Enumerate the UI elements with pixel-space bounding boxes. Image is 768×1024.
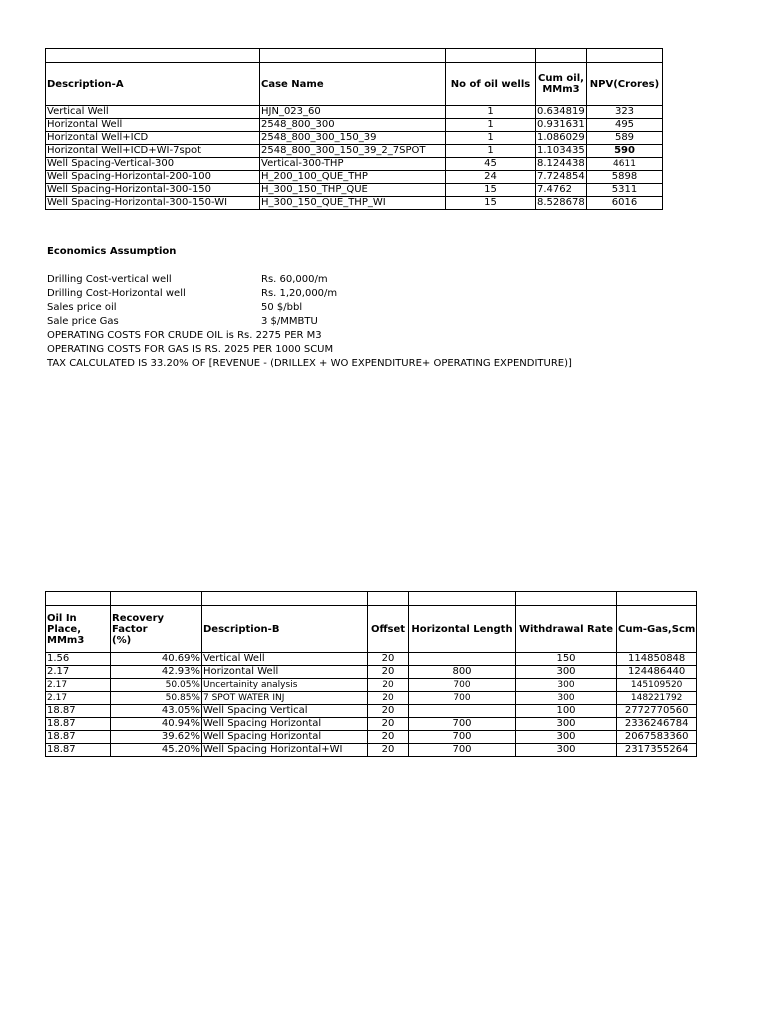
header-case-name: Case Name	[260, 63, 446, 106]
cell-withdrawal-rate: 300	[516, 731, 617, 744]
cell-npv: 590	[587, 145, 663, 158]
cell-wells: 1	[446, 145, 536, 158]
cell-oil-in-place: 2.17	[46, 692, 111, 705]
cell-recovery-factor: 50.85%	[111, 692, 202, 705]
cell-horizontal-length: 800	[409, 666, 516, 679]
cell-npv: 5898	[587, 171, 663, 184]
cell-withdrawal-rate: 100	[516, 705, 617, 718]
cell-case-name: 2548_800_300_150_39_2_7SPOT	[260, 145, 446, 158]
assumption-value: 3 $/MMBTU	[261, 316, 318, 327]
cell-oil-in-place: 18.87	[46, 731, 111, 744]
cell-description: Vertical Well	[46, 106, 260, 119]
cell-wells: 15	[446, 197, 536, 210]
cell-case-name: H_200_100_QUE_THP	[260, 171, 446, 184]
cell-offset: 20	[368, 744, 409, 757]
cell-npv: 589	[587, 132, 663, 145]
table-row	[46, 171, 663, 184]
table-a-header	[46, 63, 663, 106]
table-b	[45, 591, 697, 757]
cell-wells: 24	[446, 171, 536, 184]
cell-wells: 45	[446, 158, 536, 171]
cell-description: Horizontal Well	[46, 119, 260, 132]
cell-horizontal-length: 700	[409, 744, 516, 757]
cell-horizontal-length	[409, 653, 516, 666]
cell-npv: 6016	[587, 197, 663, 210]
economics-title: Economics Assumption	[47, 246, 177, 257]
cell-oil-in-place: 2.17	[46, 679, 111, 692]
table-row	[46, 718, 697, 731]
table-row	[46, 666, 697, 679]
assumption-value: Rs. 1,20,000/m	[261, 288, 338, 299]
cell-recovery-factor: 43.05%	[111, 705, 202, 718]
assumption-value: 50 $/bbl	[261, 302, 303, 313]
economics-assumption	[47, 246, 572, 371]
cell-npv: 4611	[587, 158, 663, 171]
blank-row	[46, 49, 663, 63]
cell-horizontal-length	[409, 705, 516, 718]
cell-cum-gas: 145109520	[617, 679, 697, 692]
cell-withdrawal-rate: 150	[516, 653, 617, 666]
cell-description: Well Spacing Horizontal	[202, 718, 368, 731]
header-npv: NPV(Crores)	[587, 63, 663, 106]
cell-offset: 20	[368, 679, 409, 692]
cell-cum-gas: 124486440	[617, 666, 697, 679]
assumption-row	[47, 301, 572, 315]
table-row	[46, 119, 663, 132]
cell-npv: 495	[587, 119, 663, 132]
cell-npv: 5311	[587, 184, 663, 197]
cell-cum-oil: 0.634819	[537, 106, 585, 117]
cell-description: Well Spacing-Vertical-300	[46, 158, 260, 171]
cell-description: Vertical Well	[202, 653, 368, 666]
cell-description: Uncertainity analysis	[202, 679, 368, 692]
cell-cum-oil: 1.086029	[537, 132, 585, 143]
cell-cum-oil: 8.124438	[537, 158, 585, 169]
cell-case-name: 2548_800_300	[260, 119, 446, 132]
header-description-b: Description-B	[202, 606, 368, 653]
header-oil-in-place: Oil In Place, MMm3	[46, 606, 111, 653]
table-row	[46, 145, 663, 158]
cell-description: Well Spacing-Horizontal-200-100	[46, 171, 260, 184]
header-offset: Offset	[368, 606, 409, 653]
cell-cum-oil: 7.4762	[536, 184, 587, 197]
cell-cum-gas: 148221792	[617, 692, 697, 705]
cell-horizontal-length: 700	[409, 679, 516, 692]
cell-recovery-factor: 45.20%	[111, 744, 202, 757]
cell-recovery-factor: 39.62%	[111, 731, 202, 744]
assumption-note: OPERATING COSTS FOR CRUDE OIL is Rs. 2275 PER M3	[47, 330, 322, 341]
cell-cum-oil: 1.103435	[537, 145, 585, 156]
cell-case-name: H_300_150_QUE_THP_WI	[260, 197, 446, 210]
cell-recovery-factor: 42.93%	[111, 666, 202, 679]
cell-withdrawal-rate: 300	[516, 679, 617, 692]
assumption-row	[47, 273, 572, 287]
cell-offset: 20	[368, 692, 409, 705]
cell-offset: 20	[368, 731, 409, 744]
cell-horizontal-length: 700	[409, 718, 516, 731]
cell-description: Horizontal Well	[202, 666, 368, 679]
cell-oil-in-place: 2.17	[46, 666, 111, 679]
cell-cum-oil: 0.931631	[537, 119, 585, 130]
table-row	[46, 731, 697, 744]
assumption-row	[47, 315, 572, 329]
assumption-label: Sales price oil	[47, 302, 117, 313]
blank-row	[46, 592, 697, 606]
assumption-label: Drilling Cost-Horizontal well	[47, 288, 186, 299]
cell-withdrawal-rate: 300	[516, 692, 617, 705]
table-row	[46, 197, 663, 210]
cell-offset: 20	[368, 653, 409, 666]
table-row	[46, 692, 697, 705]
table-row	[46, 106, 663, 119]
header-cum-gas: Cum-Gas,Scm	[617, 606, 697, 653]
cell-recovery-factor: 50.05%	[111, 679, 202, 692]
cell-withdrawal-rate: 300	[516, 666, 617, 679]
cell-description: Well Spacing-Horizontal-300-150-WI	[46, 197, 260, 210]
cell-oil-in-place: 1.56	[46, 653, 111, 666]
table-row	[46, 184, 663, 197]
assumption-value: Rs. 60,000/m	[261, 274, 328, 285]
cell-case-name: Vertical-300-THP	[260, 158, 446, 171]
header-horizontal-length: Horizontal Length	[409, 606, 516, 653]
cell-horizontal-length: 700	[409, 692, 516, 705]
table-row	[46, 132, 663, 145]
cell-offset: 20	[368, 718, 409, 731]
assumption-note: TAX CALCULATED IS 33.20% OF [REVENUE - (DRILLEX + WO EXPENDITURE+ OPERATING EXPENDITURE)]	[47, 358, 572, 369]
cell-oil-in-place: 18.87	[46, 718, 111, 731]
cell-wells: 1	[446, 119, 536, 132]
cell-recovery-factor: 40.69%	[111, 653, 202, 666]
header-recovery-factor: Recovery Factor (%)	[111, 606, 202, 653]
cell-wells: 15	[446, 184, 536, 197]
table-row	[46, 705, 697, 718]
cell-offset: 20	[368, 666, 409, 679]
table-row	[46, 653, 697, 666]
cell-description: Well Spacing Vertical	[202, 705, 368, 718]
cell-cum-gas: 2317355264	[617, 744, 697, 757]
cell-wells: 1	[446, 106, 536, 119]
cell-npv: 323	[587, 106, 663, 119]
cell-recovery-factor: 40.94%	[111, 718, 202, 731]
cell-case-name: HJN_023_60	[260, 106, 446, 119]
cell-withdrawal-rate: 300	[516, 718, 617, 731]
cell-cum-oil: 8.528678	[537, 197, 585, 208]
cell-oil-in-place: 18.87	[46, 705, 111, 718]
cell-description: Well Spacing Horizontal+WI	[202, 744, 368, 757]
assumption-label: Sale price Gas	[47, 316, 119, 327]
table-a	[45, 48, 663, 210]
assumption-label: Drilling Cost-vertical well	[47, 274, 172, 285]
cell-withdrawal-rate: 300	[516, 744, 617, 757]
cell-description: Well Spacing Horizontal	[202, 731, 368, 744]
header-no-of-oil-wells: No of oil wells	[446, 63, 536, 106]
cell-description: Well Spacing-Horizontal-300-150	[46, 184, 260, 197]
cell-oil-in-place: 18.87	[46, 744, 111, 757]
cell-cum-oil: 7.724854	[537, 171, 585, 182]
cell-cum-gas: 2772770560	[617, 705, 697, 718]
cell-horizontal-length: 700	[409, 731, 516, 744]
header-cum-oil: Cum oil, MMm3	[536, 63, 587, 106]
table-row	[46, 158, 663, 171]
assumption-note: OPERATING COSTS FOR GAS IS RS. 2025 PER 1000 SCUM	[47, 344, 334, 355]
cell-wells: 1	[446, 132, 536, 145]
cell-description: Horizontal Well+ICD	[46, 132, 260, 145]
header-withdrawal-rate: Withdrawal Rate	[516, 606, 617, 653]
cell-cum-gas: 2067583360	[617, 731, 697, 744]
cell-cum-gas: 114850848	[617, 653, 697, 666]
cell-case-name: 2548_800_300_150_39	[260, 132, 446, 145]
assumption-row	[47, 287, 572, 301]
cell-case-name: H_300_150_THP_QUE	[260, 184, 446, 197]
cell-offset: 20	[368, 705, 409, 718]
table-row	[46, 679, 697, 692]
header-description-a: Description-A	[46, 63, 260, 106]
table-row	[46, 744, 697, 757]
table-b-header	[46, 606, 697, 653]
cell-cum-gas: 2336246784	[617, 718, 697, 731]
cell-description: Horizontal Well+ICD+WI-7spot	[46, 145, 260, 158]
cell-description: 7 SPOT WATER INJ	[202, 692, 368, 705]
